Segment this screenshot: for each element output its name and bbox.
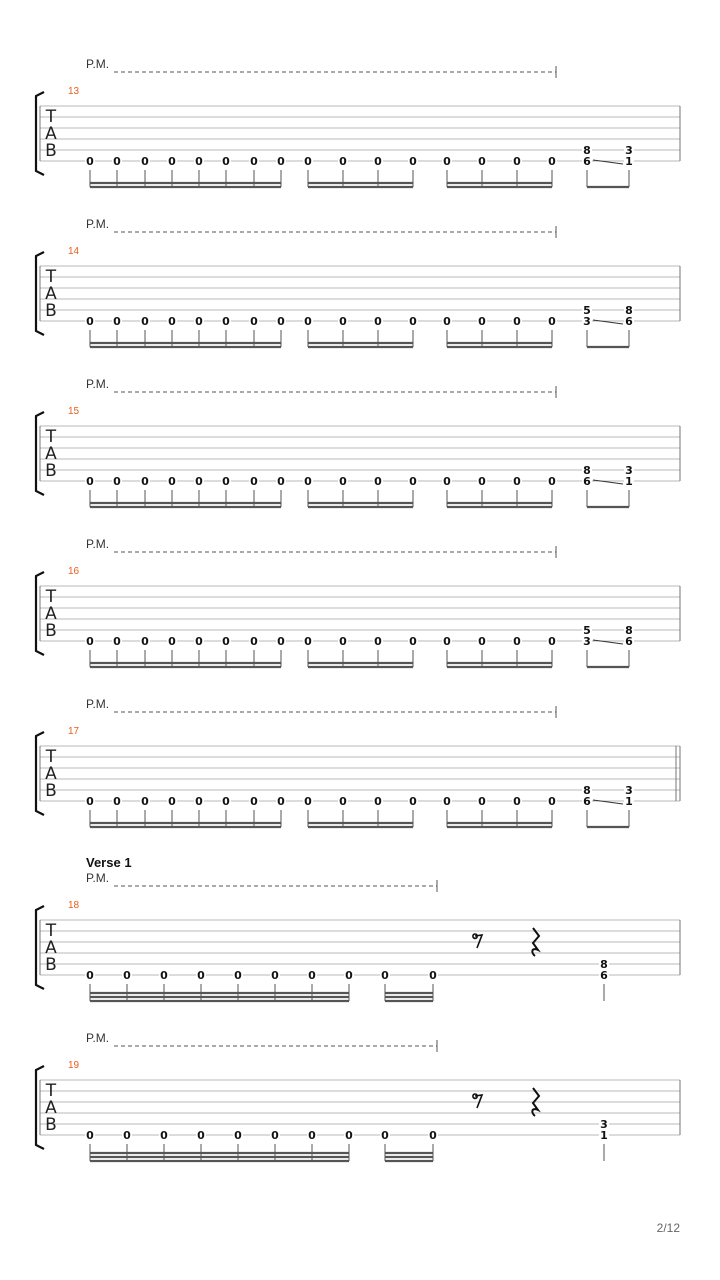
fret-number: 0 xyxy=(141,315,149,328)
chord-fret-bottom: 1 xyxy=(625,475,633,488)
chord-fret-bottom: 6 xyxy=(583,795,591,808)
tab-system-17 xyxy=(36,697,680,827)
tab-clef-letter: T xyxy=(45,587,57,607)
chord-fret-top: 3 xyxy=(625,144,633,157)
fret-number: 0 xyxy=(277,475,285,488)
palm-mute-label: P.M. xyxy=(86,871,110,885)
fret-number: 0 xyxy=(250,795,258,808)
fret-number: 0 xyxy=(141,635,149,648)
fret-number: 0 xyxy=(304,635,312,648)
fret-number: 0 xyxy=(429,969,437,982)
fret-number: 0 xyxy=(222,795,230,808)
fret-number: 0 xyxy=(86,475,94,488)
fret-number: 0 xyxy=(381,1129,389,1142)
fret-number: 0 xyxy=(113,795,121,808)
fret-number: 0 xyxy=(160,1129,168,1142)
chord-fret-bottom: 1 xyxy=(625,155,633,168)
fret-number: 0 xyxy=(234,969,242,982)
tab-clef-letter: B xyxy=(45,955,57,975)
chord-fret-top: 8 xyxy=(583,784,591,797)
fret-number: 0 xyxy=(548,155,556,168)
fret-number: 0 xyxy=(222,155,230,168)
fret-number: 0 xyxy=(443,475,451,488)
fret-number: 0 xyxy=(277,315,285,328)
fret-number: 0 xyxy=(168,155,176,168)
fret-number: 0 xyxy=(250,635,258,648)
chord-fret-bottom: 1 xyxy=(600,1129,608,1142)
fret-number: 0 xyxy=(195,155,203,168)
fret-number: 0 xyxy=(339,155,347,168)
chord-fret-bottom: 6 xyxy=(583,155,591,168)
tab-clef-letter: A xyxy=(45,444,57,464)
measure-number: 14 xyxy=(68,246,80,257)
fret-number: 0 xyxy=(345,969,353,982)
chord-fret-bottom: 6 xyxy=(625,635,633,648)
fret-number: 0 xyxy=(513,475,521,488)
fret-number: 0 xyxy=(271,969,279,982)
tab-clef-letter: B xyxy=(45,141,57,161)
fret-number: 0 xyxy=(86,795,94,808)
fret-number: 0 xyxy=(250,315,258,328)
fret-number: 0 xyxy=(409,315,417,328)
fret-number: 0 xyxy=(339,475,347,488)
measure-number: 16 xyxy=(68,566,80,577)
fret-number: 0 xyxy=(141,475,149,488)
chord-fret-bottom: 6 xyxy=(600,969,608,982)
fret-number: 0 xyxy=(409,475,417,488)
chord-fret-bottom: 3 xyxy=(583,315,591,328)
fret-number: 0 xyxy=(548,315,556,328)
measure-number: 13 xyxy=(68,86,80,97)
tab-clef-letter: A xyxy=(45,284,57,304)
fret-number: 0 xyxy=(374,795,382,808)
fret-number: 0 xyxy=(86,635,94,648)
measure-number: 19 xyxy=(68,1060,80,1071)
fret-number: 0 xyxy=(409,155,417,168)
fret-number: 0 xyxy=(443,155,451,168)
tab-system-18 xyxy=(36,855,680,1001)
measure-number: 15 xyxy=(68,406,80,417)
palm-mute-label: P.M. xyxy=(86,537,110,551)
chord-fret-bottom: 3 xyxy=(583,635,591,648)
fret-number: 0 xyxy=(513,155,521,168)
fret-number: 0 xyxy=(195,635,203,648)
fret-number: 0 xyxy=(548,475,556,488)
tab-clef-letter: B xyxy=(45,301,57,321)
tab-clef-letter: A xyxy=(45,938,57,958)
fret-number: 0 xyxy=(548,635,556,648)
fret-number: 0 xyxy=(168,475,176,488)
fret-number: 0 xyxy=(339,795,347,808)
chord-fret-top: 8 xyxy=(583,144,591,157)
fret-number: 0 xyxy=(339,315,347,328)
fret-number: 0 xyxy=(113,635,121,648)
measure-number: 17 xyxy=(68,726,80,737)
fret-number: 0 xyxy=(113,315,121,328)
tab-clef-letter: A xyxy=(45,604,57,624)
tab-clef-letter: T xyxy=(45,107,57,127)
fret-number: 0 xyxy=(277,795,285,808)
chord-fret-top: 8 xyxy=(625,304,633,317)
fret-number: 0 xyxy=(339,635,347,648)
chord-fret-top: 8 xyxy=(600,958,608,971)
tab-clef-letter: A xyxy=(45,124,57,144)
tab-system-14 xyxy=(36,217,680,347)
fret-number: 0 xyxy=(250,475,258,488)
fret-number: 0 xyxy=(381,969,389,982)
fret-number: 0 xyxy=(197,969,205,982)
tab-clef-letter: T xyxy=(45,921,57,941)
tab-clef-letter: A xyxy=(45,764,57,784)
fret-number: 0 xyxy=(197,1129,205,1142)
section-label: Verse 1 xyxy=(86,855,132,870)
fret-number: 0 xyxy=(443,795,451,808)
chord-fret-bottom: 1 xyxy=(625,795,633,808)
fret-number: 0 xyxy=(478,155,486,168)
fret-number: 0 xyxy=(141,155,149,168)
fret-number: 0 xyxy=(308,969,316,982)
fret-number: 0 xyxy=(409,795,417,808)
palm-mute-label: P.M. xyxy=(86,697,110,711)
fret-number: 0 xyxy=(234,1129,242,1142)
fret-number: 0 xyxy=(429,1129,437,1142)
fret-number: 0 xyxy=(374,315,382,328)
palm-mute-label: P.M. xyxy=(86,217,110,231)
fret-number: 0 xyxy=(478,795,486,808)
fret-number: 0 xyxy=(86,969,94,982)
eighth-rest-icon xyxy=(473,1094,482,1108)
tab-clef-letter: B xyxy=(45,461,57,481)
fret-number: 0 xyxy=(271,1129,279,1142)
tab-clef-letter: A xyxy=(45,1098,57,1118)
fret-number: 0 xyxy=(250,155,258,168)
fret-number: 0 xyxy=(123,1129,131,1142)
tab-clef-letter: T xyxy=(45,1081,57,1101)
tab-clef-letter: B xyxy=(45,621,57,641)
chord-fret-top: 5 xyxy=(583,304,591,317)
fret-number: 0 xyxy=(443,635,451,648)
palm-mute-label: P.M. xyxy=(86,1031,110,1045)
fret-number: 0 xyxy=(86,155,94,168)
measure-number: 18 xyxy=(68,900,80,911)
tab-clef-letter: B xyxy=(45,781,57,801)
fret-number: 0 xyxy=(123,969,131,982)
fret-number: 0 xyxy=(113,155,121,168)
chord-fret-top: 8 xyxy=(583,464,591,477)
fret-number: 0 xyxy=(304,315,312,328)
fret-number: 0 xyxy=(478,475,486,488)
tab-system-15 xyxy=(36,377,680,507)
chord-fret-top: 3 xyxy=(625,784,633,797)
chord-fret-bottom: 6 xyxy=(625,315,633,328)
fret-number: 0 xyxy=(86,315,94,328)
fret-number: 0 xyxy=(443,315,451,328)
chord-fret-top: 3 xyxy=(625,464,633,477)
palm-mute-label: P.M. xyxy=(86,377,110,391)
fret-number: 0 xyxy=(168,315,176,328)
page-number: 2/12 xyxy=(656,1221,680,1235)
fret-number: 0 xyxy=(222,315,230,328)
fret-number: 0 xyxy=(141,795,149,808)
fret-number: 0 xyxy=(548,795,556,808)
fret-number: 0 xyxy=(222,475,230,488)
chord-fret-top: 5 xyxy=(583,624,591,637)
chord-fret-top: 3 xyxy=(600,1118,608,1131)
fret-number: 0 xyxy=(113,475,121,488)
fret-number: 0 xyxy=(374,155,382,168)
fret-number: 0 xyxy=(168,795,176,808)
palm-mute-label: P.M. xyxy=(86,57,110,71)
chord-fret-bottom: 6 xyxy=(583,475,591,488)
fret-number: 0 xyxy=(195,475,203,488)
tab-system-16 xyxy=(36,537,680,667)
tab-clef-letter: T xyxy=(45,427,57,447)
fret-number: 0 xyxy=(277,635,285,648)
fret-number: 0 xyxy=(374,635,382,648)
fret-number: 0 xyxy=(308,1129,316,1142)
tab-system-13 xyxy=(36,57,680,187)
fret-number: 0 xyxy=(195,315,203,328)
fret-number: 0 xyxy=(374,475,382,488)
fret-number: 0 xyxy=(478,635,486,648)
fret-number: 0 xyxy=(345,1129,353,1142)
fret-number: 0 xyxy=(513,795,521,808)
eighth-rest-icon xyxy=(473,934,482,948)
fret-number: 0 xyxy=(513,635,521,648)
fret-number: 0 xyxy=(304,795,312,808)
tab-system-19 xyxy=(36,1031,680,1161)
fret-number: 0 xyxy=(86,1129,94,1142)
fret-number: 0 xyxy=(160,969,168,982)
fret-number: 0 xyxy=(222,635,230,648)
fret-number: 0 xyxy=(409,635,417,648)
tab-clef-letter: T xyxy=(45,267,57,287)
tab-clef-letter: T xyxy=(45,747,57,767)
fret-number: 0 xyxy=(304,475,312,488)
fret-number: 0 xyxy=(168,635,176,648)
fret-number: 0 xyxy=(513,315,521,328)
chord-fret-top: 8 xyxy=(625,624,633,637)
fret-number: 0 xyxy=(478,315,486,328)
tab-clef-letter: B xyxy=(45,1115,57,1135)
fret-number: 0 xyxy=(277,155,285,168)
fret-number: 0 xyxy=(195,795,203,808)
fret-number: 0 xyxy=(304,155,312,168)
